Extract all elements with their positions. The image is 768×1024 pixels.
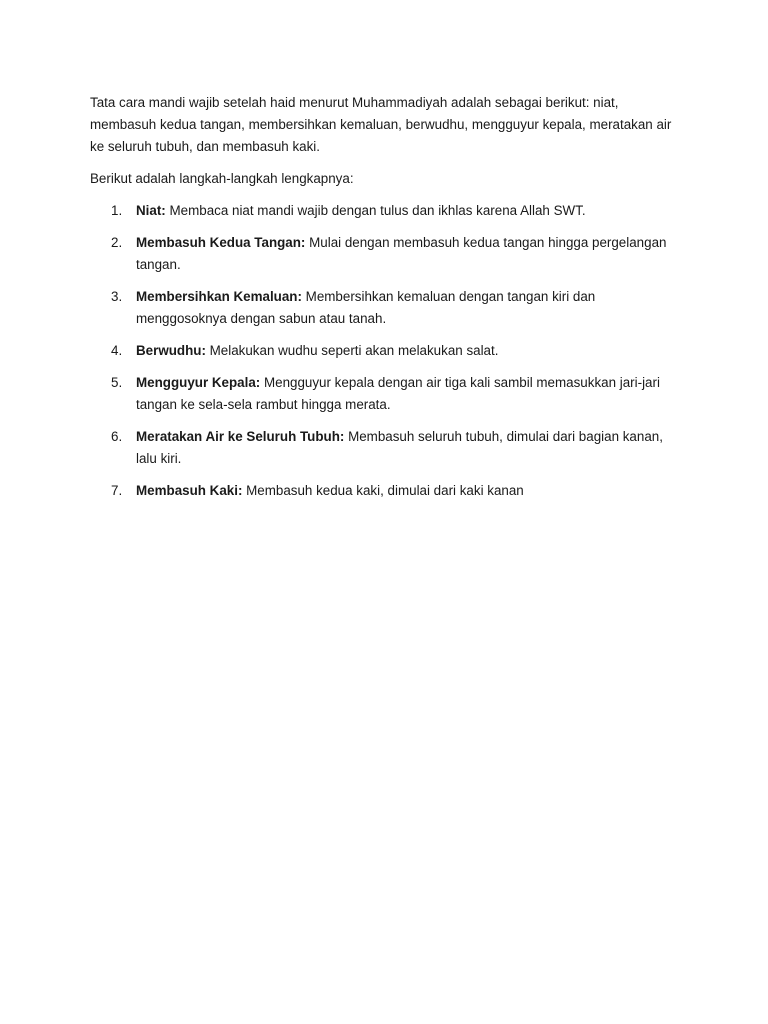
step-term: Membersihkan Kemaluan: [136,289,302,304]
list-number: 4. [111,343,123,358]
step-text: Membersihkan kemaluan dengan tangan kiri dan menggosoknya dengan sabun atau tanah. [136,289,596,326]
list-number: 1. [111,203,123,218]
list-item-5 [90,372,680,416]
list-number: 2. [111,235,123,250]
list-item-7 [90,480,680,502]
list-item-4 [90,340,680,362]
step-term: Membasuh Kedua Tangan: [136,235,306,250]
list-item-1 [90,200,680,222]
step-text: Mengguyur kepala dengan air tiga kali sambil memasukkan jari-jari tangan ke sela-sela rambut hingga merata. [136,375,660,412]
step-text: Membasuh kedua kaki, dimulai dari kaki kanan [242,483,524,498]
step-term: Niat: [136,203,166,218]
step-term: Membasuh Kaki: [136,483,243,498]
step-text: Melakukan wudhu seperti akan melakukan salat. [205,343,499,358]
list-item-6 [90,426,680,470]
list-number: 5. [111,375,123,390]
step-term: Meratakan Air ke Seluruh Tubuh: [136,429,345,444]
step-text: Membaca niat mandi wajib dengan tulus dan ikhlas karena Allah SWT. [165,203,586,218]
step-term: Berwudhu: [136,343,206,358]
list-number: 3. [111,289,123,304]
list-item-3 [90,286,680,330]
step-text: Mulai dengan membasuh kedua tangan hingga pergelangan tangan. [136,235,667,272]
lead-paragraph: Berikut adalah langkah-langkah lengkapnya: [90,171,354,186]
document-body [90,92,680,512]
list-item-2 [90,232,680,276]
list-number: 6. [111,429,123,444]
step-text: Membasuh seluruh tubuh, dimulai dari bagian kanan, lalu kiri. [136,429,663,466]
step-term: Mengguyur Kepala: [136,375,261,390]
steps-list [90,200,680,502]
intro-paragraph: Tata cara mandi wajib setelah haid menurut Muhammadiyah adalah sebagai berikut: niat, membasuh kedua tangan, membersihkan kemaluan, berwudhu, mengguyur kepala, meratakan air ke seluruh tubuh, dan membasuh kaki. [90,95,672,154]
list-number: 7. [111,483,123,498]
